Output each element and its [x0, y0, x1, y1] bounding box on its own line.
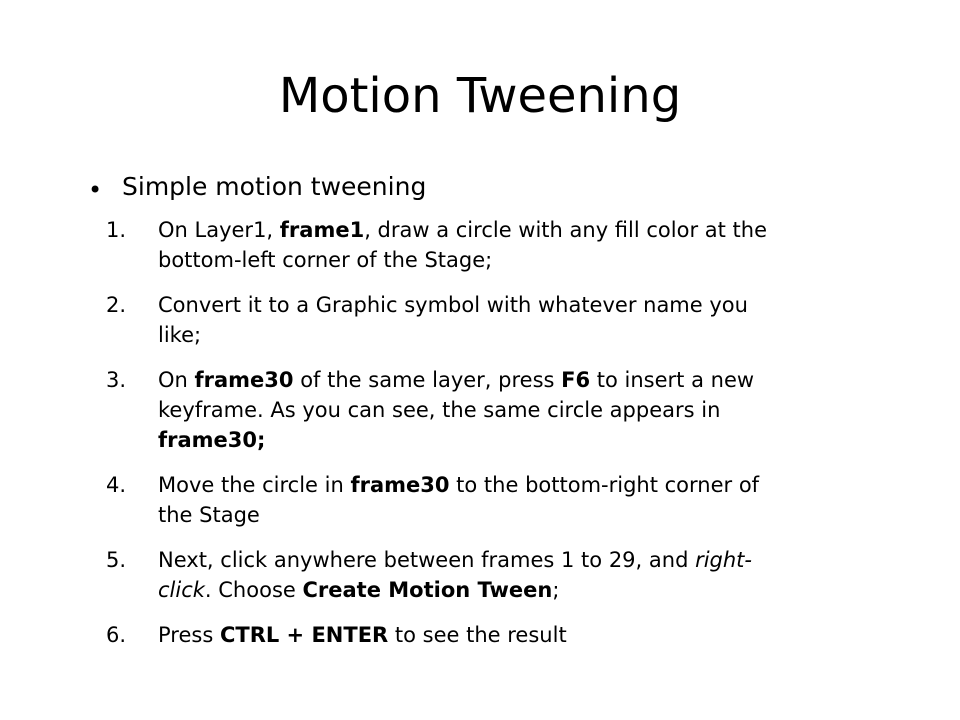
step-text-run: . Choose: [204, 578, 303, 602]
step-text-line: [158, 470, 918, 500]
numbered-steps-list: [106, 215, 918, 665]
step-text-run: to the bottom-right corner of: [449, 473, 760, 497]
step-text-run: F6: [561, 368, 591, 392]
step-text-line: [158, 395, 918, 425]
step-text-run: keyframe. As you can see, the same circle appears in: [158, 398, 721, 422]
step-text-line: [158, 290, 918, 320]
step-text-run: Move the circle in: [158, 473, 351, 497]
step-text-run: right-: [695, 548, 752, 572]
step-number: 4.: [106, 473, 127, 497]
step-text-run: Press: [158, 623, 220, 647]
bullet-heading: Simple motion tweening: [122, 172, 427, 201]
step-item: [106, 365, 918, 455]
step-number: 6.: [106, 623, 127, 647]
step-number: 3.: [106, 368, 127, 392]
step-text-run: Create Motion Tween: [302, 578, 553, 602]
step-text-line: [158, 545, 918, 575]
step-text-run: the Stage: [158, 503, 260, 527]
step-text-line: [158, 425, 918, 455]
step-number: 1.: [106, 218, 127, 242]
step-text-run: to see the result: [388, 623, 567, 647]
step-item: [106, 290, 918, 350]
step-text-run: of the same layer, press: [293, 368, 562, 392]
step-text-line: [158, 365, 918, 395]
step-text-run: like;: [158, 323, 202, 347]
slide-title: Motion Tweening: [278, 68, 682, 124]
step-number: 2.: [106, 293, 127, 317]
step-text-run: On Layer1,: [158, 218, 280, 242]
step-text-run: , draw a circle with any fill color at the: [364, 218, 768, 242]
step-text-line: [158, 575, 918, 605]
step-text-line: [158, 500, 918, 530]
step-text-line: [158, 320, 918, 350]
step-text-run: frame30;: [158, 428, 266, 452]
step-text-run: On: [158, 368, 195, 392]
step-text-run: CTRL + ENTER: [219, 623, 389, 647]
step-number: 5.: [106, 548, 127, 572]
step-item: [106, 620, 918, 650]
step-text-run: to insert a new: [590, 368, 755, 392]
bullet-item: [88, 168, 908, 208]
step-item: [106, 215, 918, 275]
step-text-line: [158, 620, 918, 650]
bullet-icon: •: [88, 176, 103, 204]
step-item: [106, 545, 918, 605]
step-text-run: frame1: [279, 218, 365, 242]
step-item: [106, 470, 918, 530]
step-text-line: [158, 245, 918, 275]
step-text-run: frame30: [194, 368, 294, 392]
step-text-run: bottom-left corner of the Stage;: [158, 248, 493, 272]
step-text-run: Next, click anywhere between frames 1 to 29, and: [158, 548, 696, 572]
step-text-run: click: [158, 578, 205, 602]
step-text-run: frame30: [350, 473, 450, 497]
step-text-line: [158, 215, 918, 245]
step-text-run: Convert it to a Graphic symbol with whatever name you: [158, 293, 748, 317]
step-text-run: ;: [552, 578, 560, 602]
